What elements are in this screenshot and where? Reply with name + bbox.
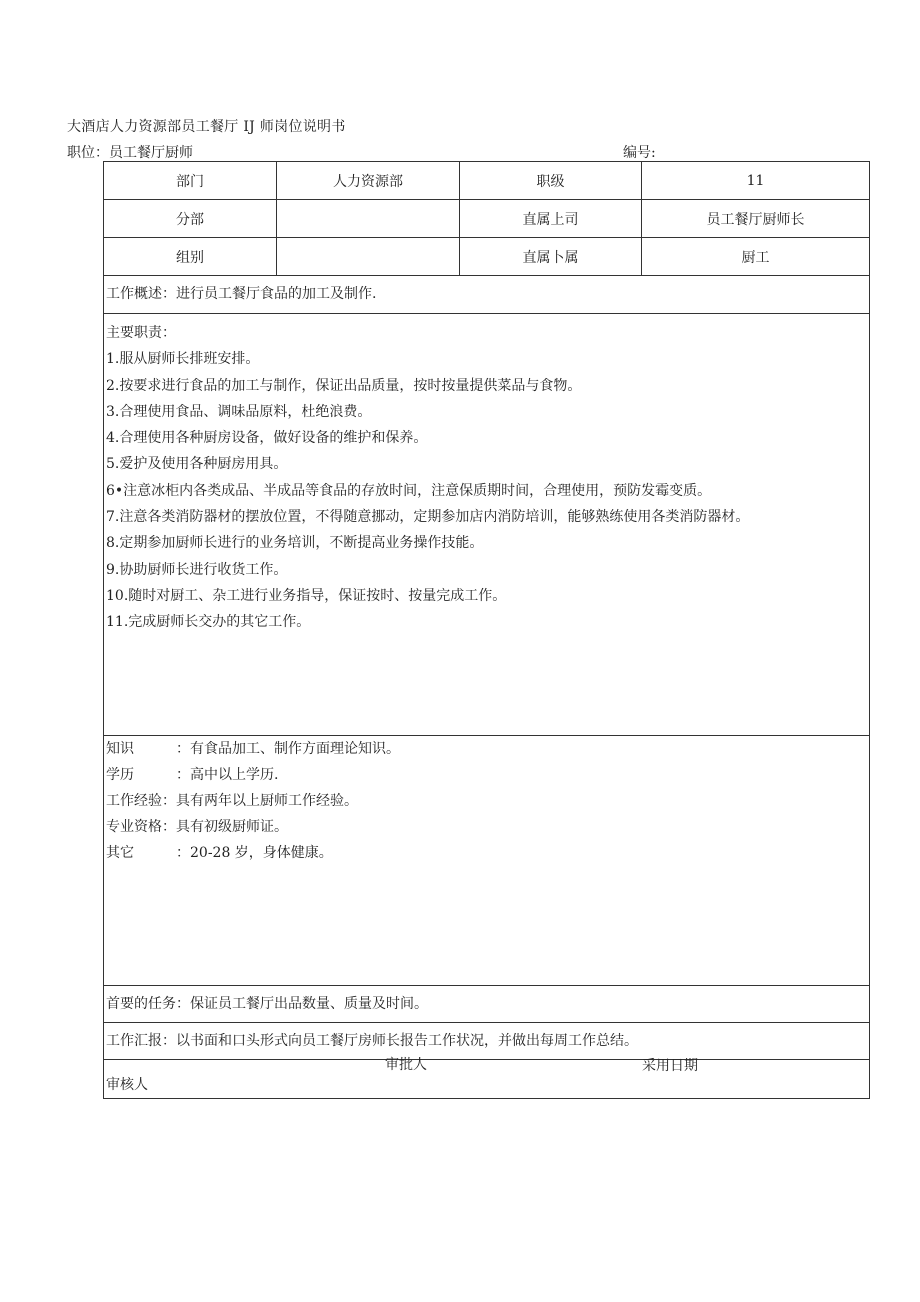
department-label: 部门 [176, 173, 204, 190]
duty-item: 1.服从厨师长排班安排。 [106, 351, 260, 368]
position-row [67, 142, 867, 160]
main-duties [104, 314, 751, 735]
qualification-value: ：20-28 岁，身体健康。 [176, 845, 333, 861]
subordinate-label: 直属卜属 [459, 238, 641, 275]
report-row [104, 1022, 869, 1059]
duty-item: 6•注意冰柜内各类成品、半成品等食品的存放时间，注意保质期时间，合理使用，预防发霉变质。 [106, 482, 712, 499]
duty-item: 5.爱护及使用各种厨房用具。 [106, 456, 288, 473]
qualification-item [106, 736, 400, 762]
info-row-division [104, 199, 869, 237]
grade-value: 11 [641, 162, 869, 199]
duty-item: 3.合理使用食品、调味品原料，杜绝浪费。 [106, 403, 372, 420]
qualification-label: 工作经验 [106, 793, 162, 809]
duty-item: 8.定期参加厨师长进行的业务培训，不断提高业务操作技能。 [106, 535, 484, 552]
duties-heading: 主要职责： [106, 325, 176, 341]
qualification-item [106, 788, 400, 814]
qualification-label: 专业资格 [106, 819, 162, 835]
duty-item: 4.合理使用各种厨房设备，做好设备的维护和保养。 [106, 430, 428, 447]
qualifications-row [104, 735, 869, 985]
duties-row [104, 313, 869, 735]
qualification-label: 学历 [106, 767, 134, 783]
adoption-date-label: 采用日期 [642, 1058, 698, 1074]
overview-row [104, 275, 869, 313]
info-row-department [104, 162, 869, 199]
primary-task: 首要的任务：保证员工餐厅出品数量、质量及时间。 [106, 996, 428, 1012]
group-label: 组别 [176, 249, 204, 266]
subordinate-value: 厨工 [641, 238, 869, 275]
qualification-label: 知识 [106, 741, 134, 757]
priority-row [104, 985, 869, 1022]
qualification-label: 其它 [106, 845, 134, 861]
document-title: 大酒店人力资源部员工餐厅 IJ 师岗位说明书 [67, 119, 346, 135]
qualification-value: ：有食品加工、制作方面理论知识。 [176, 741, 400, 757]
work-report: 工作汇报：以书面和口头形式向员工餐厅房师长报告工作状况，并做出每周工作总结。 [106, 1033, 638, 1049]
supervisor-label: 直属上司 [459, 200, 641, 237]
reviewer-label: 审核人 [106, 1077, 148, 1093]
qualification-value: ：高中以上学历. [176, 767, 279, 783]
duty-item: 10.随时对厨工、杂工进行业务指导，保证按时、按量完成工作。 [106, 587, 507, 604]
position-line: 职位：员工餐厅厨师 [67, 145, 193, 161]
qualification-item [106, 840, 400, 866]
qualification-value: ：具有两年以上厨师工作经验。 [162, 793, 358, 809]
qualifications [104, 736, 402, 985]
job-description-table [103, 161, 870, 1099]
approver-label: 审批人 [385, 1057, 427, 1073]
qualification-item [106, 814, 400, 840]
grade-label: 职级 [459, 162, 641, 199]
work-overview: 工作概述：进行员工餐厅食品的加工及制作. [106, 286, 377, 302]
department-value: 人力资源部 [276, 162, 459, 199]
number-label: 编号: [623, 145, 656, 161]
qualification-value: ：具有初级厨师证。 [162, 819, 288, 835]
division-label: 分部 [176, 211, 204, 228]
duty-item: 11.完成厨师长交办的其它工作。 [106, 614, 311, 631]
approvals [104, 1057, 869, 1098]
qualification-item [106, 762, 400, 788]
duty-item: 9.协助厨师长进行收货工作。 [106, 561, 288, 578]
supervisor-value: 员工餐厅厨师长 [641, 200, 869, 237]
info-row-group [104, 237, 869, 275]
group-value [276, 238, 459, 275]
duty-item: 2.按要求进行食品的加工与制作，保证出品质量，按时按量提供菜品与食物。 [106, 377, 582, 394]
division-value [276, 200, 459, 237]
approval-row [104, 1059, 869, 1098]
duty-item: 7.注意各类消防器材的摆放位置，不得随意挪动，定期参加店内消防培训，能够熟练使用各类消防器材。 [106, 509, 750, 526]
